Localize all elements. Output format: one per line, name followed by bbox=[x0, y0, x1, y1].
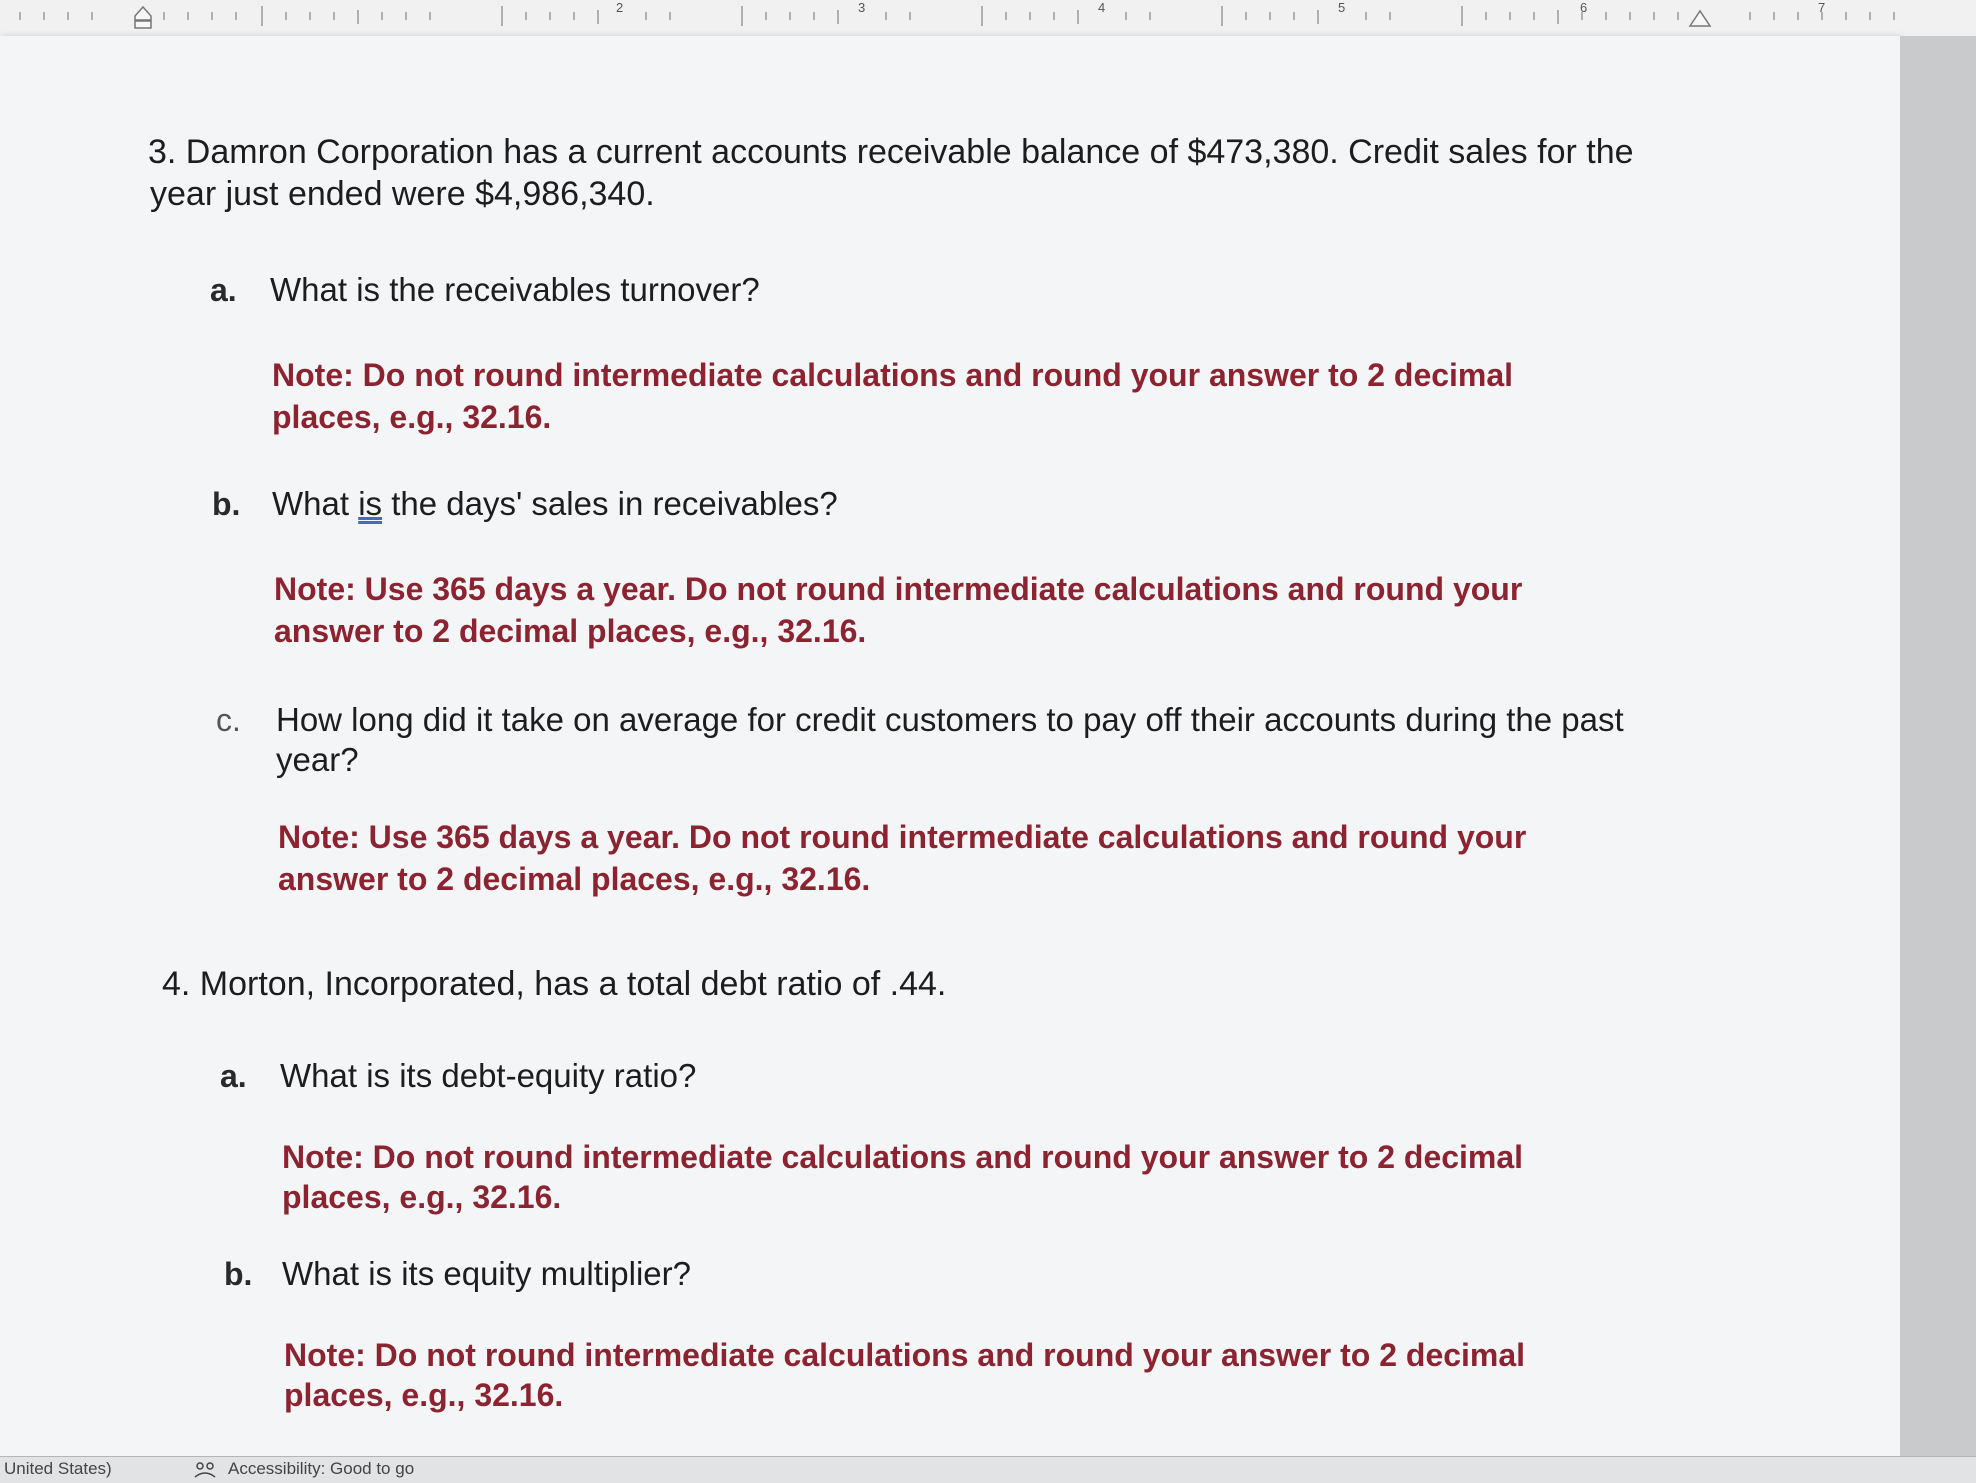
part-question-continuation[interactable]: year? bbox=[276, 741, 359, 778]
part-question[interactable] bbox=[272, 484, 838, 524]
part-question[interactable]: How long did it take on average for credit customers to pay off their accounts during the past bbox=[276, 701, 1624, 738]
note-line[interactable]: Note: Use 365 days a year. Do not round intermediate calculations and round your bbox=[278, 819, 1527, 855]
note-line[interactable]: places, e.g., 32.16. bbox=[282, 1179, 562, 1215]
part-letter: c. bbox=[216, 702, 241, 738]
accessibility-status[interactable]: Accessibility: Good to go bbox=[228, 1459, 415, 1478]
ruler-ticks bbox=[0, 0, 1976, 36]
part-question[interactable]: What is the receivables turnover? bbox=[270, 271, 760, 308]
language-status[interactable]: United States) bbox=[4, 1459, 112, 1478]
part-letter: a. bbox=[210, 272, 237, 308]
part-question-text: What bbox=[272, 485, 359, 522]
note-line[interactable]: answer to 2 decimal places, e.g., 32.16. bbox=[274, 613, 867, 649]
ruler-number: 7 bbox=[1818, 0, 1826, 15]
note-line[interactable]: places, e.g., 32.16. bbox=[272, 399, 552, 435]
ruler-number: 6 bbox=[1580, 0, 1588, 15]
part-question[interactable]: What is its equity multiplier? bbox=[282, 1255, 691, 1292]
left-indent-marker-icon[interactable] bbox=[132, 4, 154, 30]
part-question-text: the days' sales in receivables? bbox=[382, 485, 838, 522]
part-question[interactable]: What is its debt-equity ratio? bbox=[280, 1057, 697, 1094]
accessibility-icon[interactable] bbox=[192, 1461, 218, 1479]
right-indent-marker-icon[interactable] bbox=[1688, 6, 1712, 30]
ruler-number: 3 bbox=[858, 0, 866, 15]
part-letter: b. bbox=[224, 1256, 253, 1292]
document-page[interactable] bbox=[0, 36, 1900, 1456]
note-line[interactable]: answer to 2 decimal places, e.g., 32.16. bbox=[278, 861, 871, 897]
note-line[interactable]: Note: Do not round intermediate calculations and round your answer to 2 decimal bbox=[272, 357, 1514, 393]
note-line[interactable]: Note: Do not round intermediate calculations and round your answer to 2 decimal bbox=[284, 1337, 1526, 1373]
note-line[interactable]: Note: Do not round intermediate calculations and round your answer to 2 decimal bbox=[282, 1139, 1524, 1175]
part-letter: b. bbox=[212, 486, 241, 522]
status-bar bbox=[0, 1456, 1976, 1483]
note-line[interactable]: Note: Use 365 days a year. Do not round intermediate calculations and round your bbox=[274, 571, 1523, 607]
ruler-number: 4 bbox=[1098, 0, 1106, 15]
grammar-flag[interactable]: is bbox=[358, 485, 383, 522]
question-3-continuation[interactable]: year just ended were $4,986,340. bbox=[150, 175, 655, 213]
question-3-text[interactable]: 3. Damron Corporation has a current accounts receivable balance of $473,380. Credit sales for the bbox=[148, 133, 1634, 171]
ruler-number: 5 bbox=[1338, 0, 1346, 15]
note-line[interactable]: places, e.g., 32.16. bbox=[284, 1377, 564, 1413]
horizontal-ruler[interactable] bbox=[0, 0, 1976, 37]
window-margin bbox=[1900, 36, 1976, 1456]
part-letter: a. bbox=[220, 1058, 247, 1094]
question-4-text[interactable]: 4. Morton, Incorporated, has a total debt ratio of .44. bbox=[162, 965, 947, 1003]
ruler-number: 2 bbox=[616, 0, 624, 15]
